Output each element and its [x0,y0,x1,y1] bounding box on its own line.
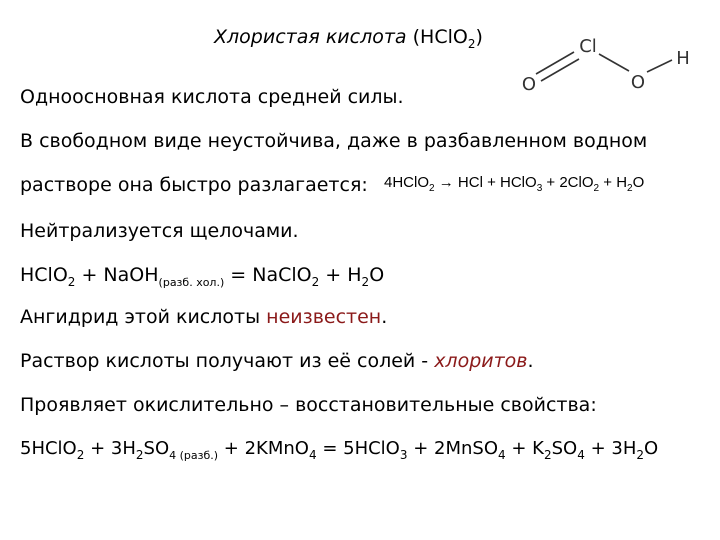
text-segment: Ангидрид этой кислоты [20,306,267,328]
subscript: 2 [636,448,645,462]
text-line [20,306,387,328]
eq-part: + H [319,264,362,286]
highlight-text: неизвестен [266,306,382,328]
eq-part: O [632,174,645,191]
eq-part: + 2MnSO [407,438,498,459]
text-line: В свободном виде неустойчива, даже в разбавленном водном [20,130,648,152]
acid-name: Хлористая кислота [214,26,407,48]
page-title [214,26,483,51]
atom-cl: Cl [579,36,597,57]
neutralization-equation [20,264,384,289]
subscript: 3 [536,183,543,194]
text-segment: Раствор кислоты получают из её солей - [20,350,435,372]
text-line: Одноосновная кислота средней силы. [20,86,404,108]
atom-h: H [676,48,690,69]
single-bond [599,54,629,71]
subscript: 2 [311,275,320,289]
eq-part: O [644,438,659,459]
double-bond [536,52,574,74]
formula-text: ) [475,26,483,48]
text-line: Нейтрализуется щелочами. [20,220,299,242]
eq-part: HClO [20,264,68,286]
formula-text: (HClO [406,26,468,48]
subscript: 4 [498,448,506,462]
eq-part: + H [599,174,628,191]
text-segment: . [381,306,388,328]
subscript: 2 [429,183,435,194]
subscript: (разб. хол.) [158,276,225,289]
eq-part: = 5HClO [316,438,400,459]
subscript: 2 [361,275,370,289]
text-segment: . [527,350,534,372]
structural-formula [520,28,695,100]
double-bond [541,59,579,81]
subscript: 2 [593,183,600,194]
subscript: 4 [308,448,317,462]
atom-o: O [630,72,646,93]
eq-part: O [369,264,385,286]
eq-part: + K [505,438,544,459]
eq-part: + 3H [84,438,136,459]
eq-part: HCl + HClO [457,174,537,191]
redox-equation [20,438,658,462]
eq-part: + 2ClO [542,174,594,191]
eq-part: SO [143,438,170,459]
subscript: 4 (разб.) [169,449,219,462]
eq-part: 4HClO [384,174,430,191]
subscript: 2 [135,448,144,462]
subscript: 2 [543,448,552,462]
subscript: 3 [399,448,408,462]
subscript: 4 [577,448,585,462]
eq-part: + 2KMnO [218,438,309,459]
subscript: 2 [467,37,476,51]
subscript: 2 [67,275,76,289]
eq-part: + 3H [584,438,637,459]
atom-o: O [521,74,537,95]
decomposition-equation [384,174,644,194]
eq-part: + NaOH [75,264,159,286]
subscript: 2 [76,448,85,462]
eq-part: 5HClO [20,438,77,459]
text-line: Проявляет окислительно – восстановительные свойства: [20,394,597,416]
text-line: растворе она быстро разлагается: [20,174,368,196]
single-bond [647,60,672,72]
eq-part: SO [551,438,578,459]
text-line [20,350,534,372]
eq-part: = NaClO [224,264,312,286]
highlight-text: хлоритов [434,350,528,372]
subscript: 2 [627,183,633,194]
eq-part: → [434,174,458,191]
